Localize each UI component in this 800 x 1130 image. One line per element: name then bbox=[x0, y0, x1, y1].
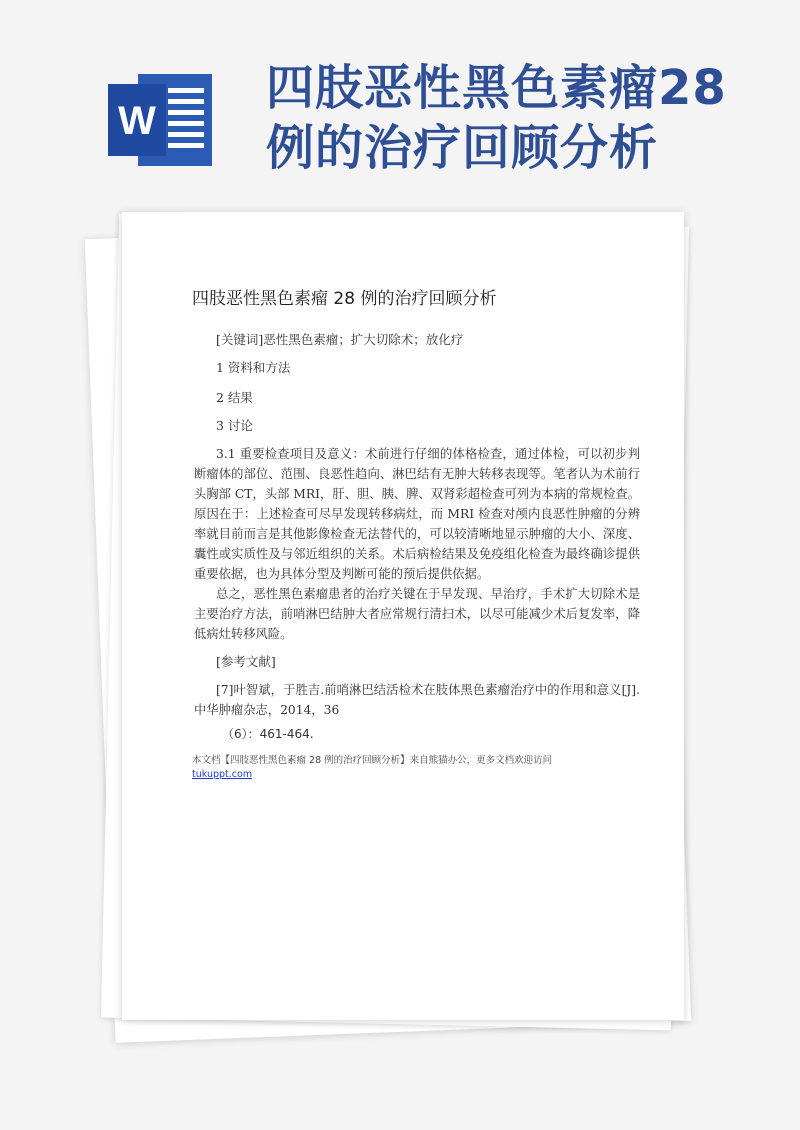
section-heading-results: 2 结果 bbox=[216, 390, 253, 405]
document-page bbox=[122, 212, 684, 1020]
title-line-1: 四肢恶性黑色素瘤28 bbox=[266, 60, 727, 116]
page-title: 四肢恶性黑色素瘤 28 例的治疗回顾分析 bbox=[192, 289, 497, 309]
footer-link[interactable]: tukuppt.com bbox=[192, 769, 253, 780]
reference-entry-continued: （6）：461-464. bbox=[222, 727, 314, 741]
discussion-paragraph-2: 总之，恶性黑色素瘤患者的治疗关键在于早发现、早治疗，手术扩大切除术是主要治疗方法，前哨淋巴结肿大者应常规行清扫术，以尽可能减少术后复发率，降低病灶转移风险。 bbox=[194, 587, 640, 641]
title-line-2: 例的治疗回顾分析 bbox=[266, 120, 659, 176]
section-heading-methods: 1 资料和方法 bbox=[216, 360, 291, 375]
document-title-banner bbox=[266, 58, 786, 178]
section-heading-discussion: 3 讨论 bbox=[216, 418, 253, 433]
reference-entry: [7]叶智斌，于胜吉.前哨淋巴结活检术在肢体黑色素瘤治疗中的作用和意义[J].中华肿瘤杂志，2014，36 bbox=[194, 683, 640, 717]
svg-text:W: W bbox=[118, 99, 156, 143]
references-heading: [参考文献] bbox=[216, 654, 276, 669]
footer-note bbox=[192, 754, 632, 782]
discussion-paragraph-1: 3.1 重要检查项目及意义：术前进行仔细的体格检查，通过体检，可以初步判断瘤体的部位、范围、良恶性趋向、淋巴结有无肿大转移表现等。笔者认为术前行头胸部 CT，头部 MRI，肝、胆、胰、脾、双肾彩超检查可列为本病的常规检查。原因在于：上述检查可尽早发现转移病灶，而 MRI 检查对颅内良恶性肿瘤的分辨率就目前而言是其他影像检查无法替代的，可以较清晰地显示肿瘤的大小、深度、囊性或实质性及与邻近组织的关系。术后病检结果及免疫组化检查为最终确诊提供重要依据，也为具体分型及判断可能的预后提供依据。 bbox=[194, 447, 640, 581]
keywords: [关键词]恶性黑色素瘤；扩大切除术；放化疗 bbox=[216, 332, 464, 347]
footer-note-text: 本文档【四肢恶性黑色素瘤 28 例的治疗回顾分析】来自熊猫办公，更多文档欢迎访问 bbox=[192, 755, 553, 766]
word-document-icon bbox=[108, 74, 212, 166]
